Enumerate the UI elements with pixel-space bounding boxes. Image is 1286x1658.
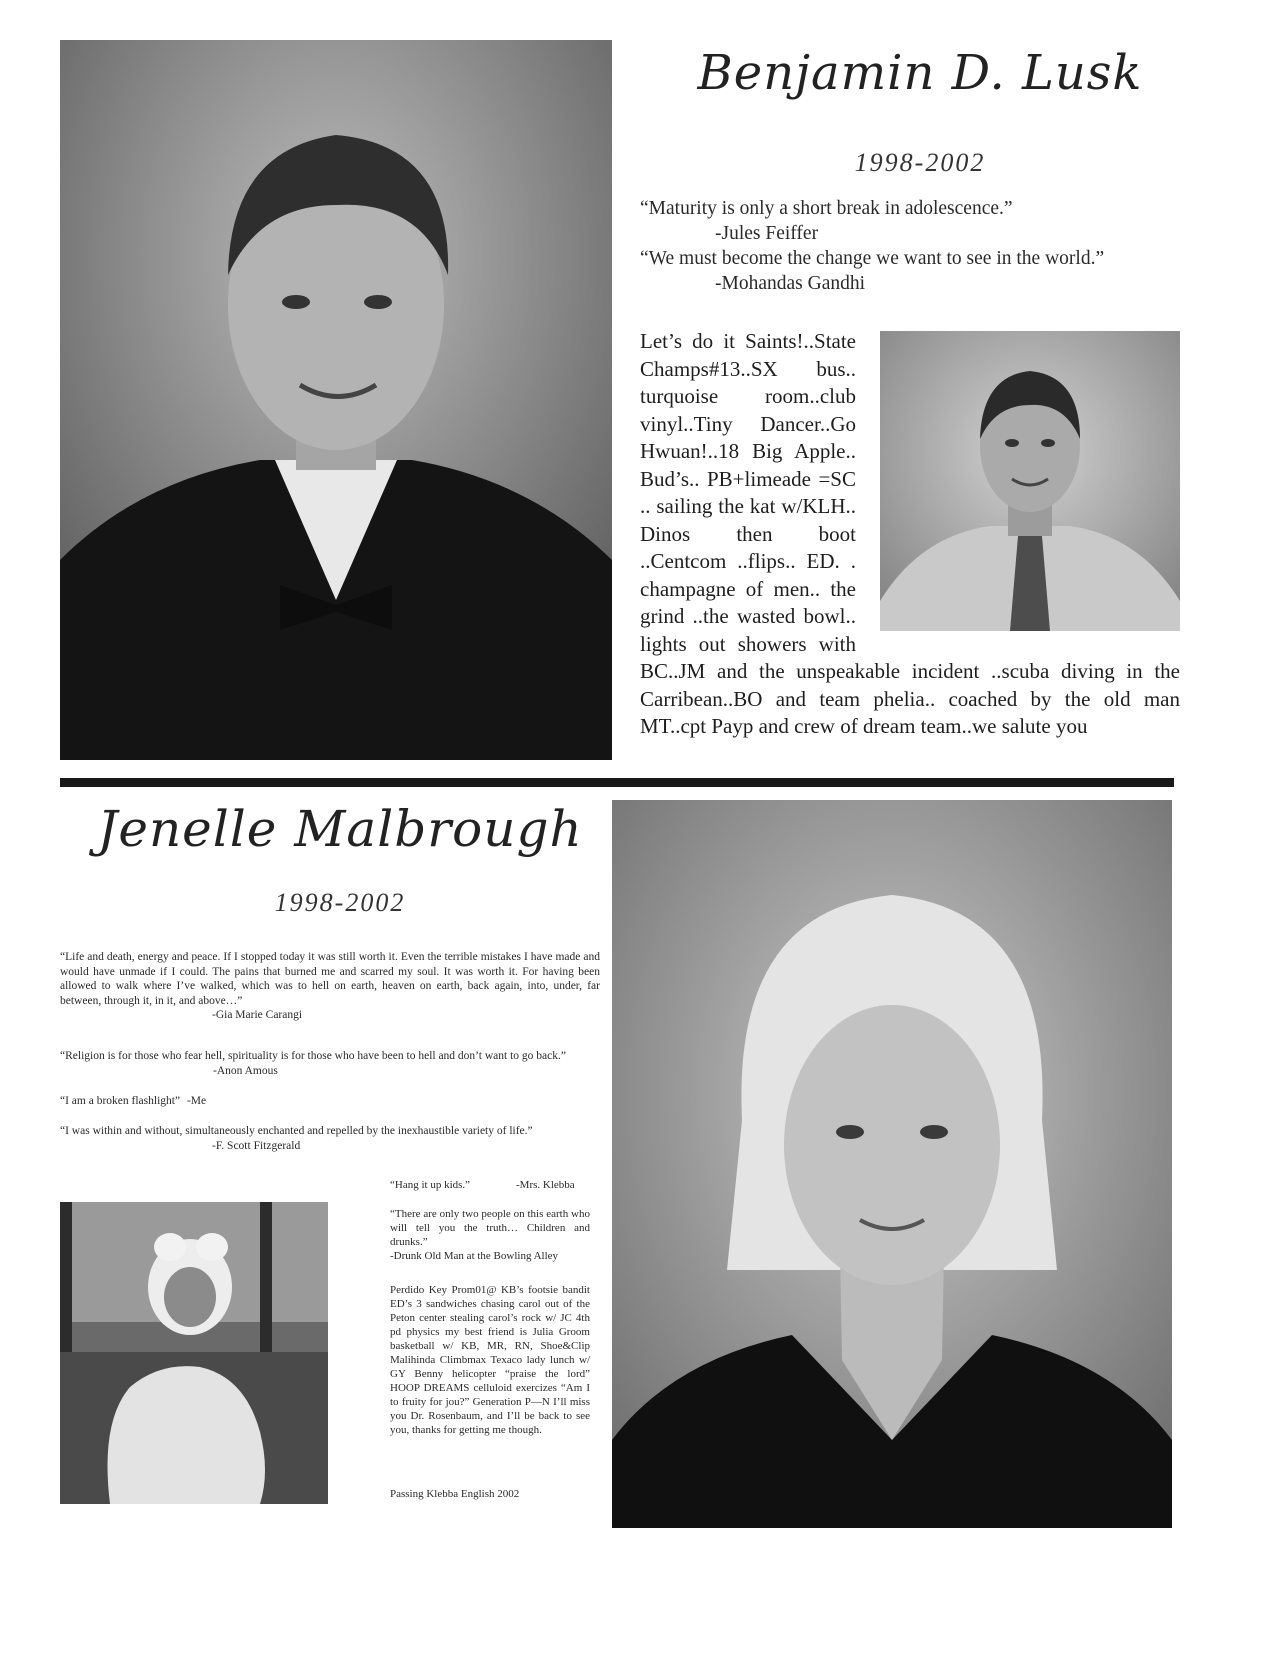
casual-photo-benjamin — [880, 331, 1180, 631]
quote-block-me — [60, 1094, 600, 1109]
quote-author-carangi: -Gia Marie Carangi — [212, 1009, 303, 1021]
quote-author-me: -Me — [186, 1095, 207, 1107]
senior-message-benjamin-block — [640, 328, 1180, 741]
quote-two-people: “There are only two people on this earth who will tell you the truth… Children and drunks.” — [390, 1208, 590, 1248]
class-years-jenelle: 1998-2002 — [274, 888, 406, 917]
quote-block-anon — [60, 1049, 600, 1077]
senior-portrait-photo-benjamin — [60, 40, 612, 760]
quote-carangi: “Life and death, energy and peace. If I stopped today it was still worth it. Even the terrible mistakes I have made and would have unmade if I could. The pains that burned me and scarred my soul. It was worth it. For having been allowed to walk where I’ve walked, which was to hell on earth, heaven on earth, back again, into, under, far between, through it, in it, and above…” — [60, 951, 600, 1007]
quote-author-fitzgerald: -F. Scott Fitzgerald — [212, 1139, 301, 1152]
quote-religion: “Religion is for those who fear hell, spirituality is for those who have been to hell and don’t want to go back.” — [60, 1050, 566, 1062]
student-name-benjamin: Benjamin D. Lusk — [697, 45, 1143, 101]
quote-author-feiffer: -Jules Feiffer — [715, 223, 819, 244]
closing-line-jenelle: Passing Klebba English 2002 — [390, 1488, 520, 1500]
costume-photo-jenelle — [60, 1202, 328, 1504]
quote-fitzgerald: “I was within and without, simultaneously enchanted and repelled by the inexhaustible variety of life.” — [60, 1125, 533, 1137]
senior-message-jenelle: Perdido Key Prom01@ KB’s footsie bandit ED’s 3 sandwiches chasing carol out of the Peton center stealing carol’s rock w/ JC 4th pd physics my best friend is Julia Groom basketball w/ KB, MR, RN, Shoe&Clip Malihinda Climbmax Texaco lady lunch w/ GY Benny helicopter “praise the lord” HOOP DREAMS celluloid exercizes “Am I to fruity for jou?” Generation P—N I’ll miss you Dr. Rosenbaum, and I’ll be back to see you, thanks for getting me though. — [390, 1284, 590, 1436]
quote-feiffer: “Maturity is only a short break in adolescence.” — [640, 198, 1013, 219]
quote-block-fitzgerald — [60, 1124, 600, 1152]
quote-author-anon: -Anon Amous — [213, 1064, 278, 1077]
quote-author-drunk-man: -Drunk Old Man at the Bowling Alley — [390, 1250, 559, 1262]
student-name-jenelle: Jenelle Malbrough — [97, 800, 583, 858]
quote-author-klebba: -Mrs. Klebba — [516, 1179, 575, 1191]
quote-block-drunk-man — [390, 1207, 590, 1263]
quote-gandhi: “We must become the change we want to see in the world.” — [640, 248, 1105, 269]
quote-flashlight: “I am a broken flashlight” — [60, 1095, 181, 1107]
quote-hang-it-up: “Hang it up kids.” — [390, 1179, 471, 1191]
quote-block-carangi — [60, 950, 600, 1023]
senior-message-benjamin: Let’s do it Saints!..State Champs#13..SX bus.. turquoise room..club vinyl..Tiny Dancer..Go Hwuan!..18 Big Apple.. Bud’s.. PB+limeade =SC .. sailing the kat w/KLH.. Dinos then boot ..Centcom ..flips.. ED. . champagne of men.. the grind ..the wasted bowl.. lights out showers with BC..JM and the unspeakable incident ..scuba diving in the Carribean..BO and team phelia.. coached by the old man MT..cpt Payp and crew of dream team..we salute you — [640, 329, 1180, 738]
class-years-benjamin: 1998-2002 — [854, 148, 986, 177]
quote-block-klebba — [390, 1178, 590, 1192]
quote-author-gandhi: -Mohandas Gandhi — [715, 273, 866, 294]
section-divider — [60, 778, 1174, 787]
senior-portrait-photo-jenelle — [612, 800, 1172, 1528]
